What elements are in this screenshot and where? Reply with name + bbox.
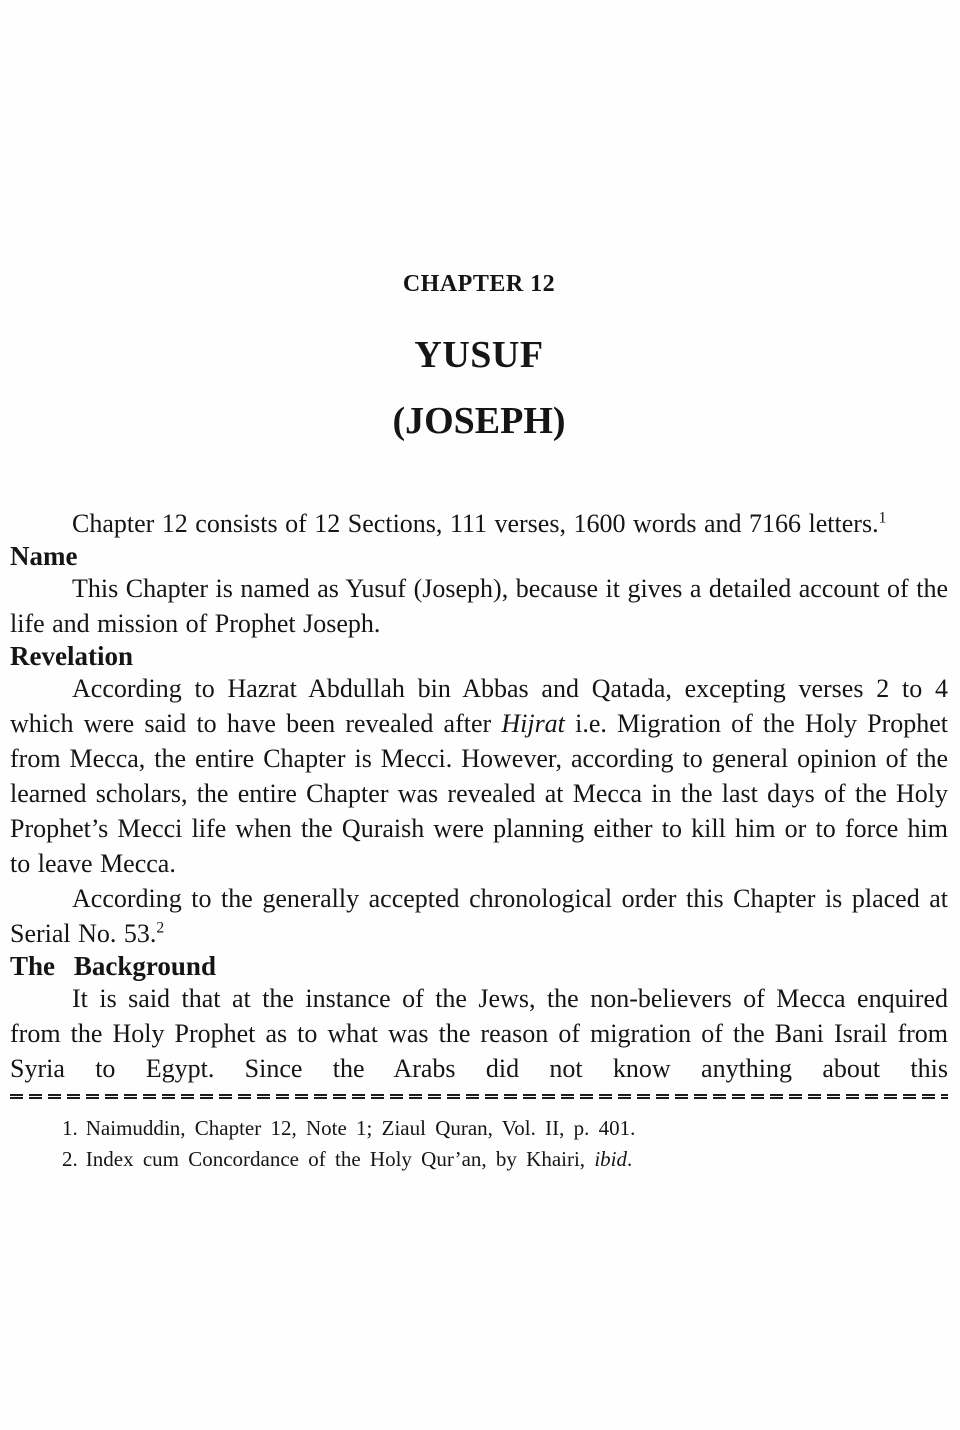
revelation-p1-text-before: According to Hazrat Abdullah bin Abbas and Qatada, excepting verses 2 to 4 which were said to have been revealed after: [10, 674, 948, 739]
footnote-2-italic-term: ibid: [594, 1147, 627, 1172]
footnote-2: [62, 1144, 888, 1175]
chapter-header: [10, 270, 948, 442]
footnote-2-text-before: Index cum Concordance of the Holy Qur’an, by Khairi,: [85, 1147, 595, 1172]
footnote-ref-1: 1: [878, 509, 887, 527]
footnote-1-text: Naimuddin, Chapter 12, Note 1; Ziaul Quran, Vol. II, p. 401.: [85, 1116, 636, 1141]
revelation-paragraph-1: [10, 671, 948, 881]
chapter-number-label: CHAPTER 12: [402, 271, 556, 297]
footnote-1: [62, 1113, 888, 1144]
revelation-p2-text: According to the generally accepted chronological order this Chapter is placed at Serial No. 53.: [10, 884, 948, 949]
footnote-2-number: 2.: [62, 1147, 78, 1172]
chapter-title: YUSUF: [414, 333, 544, 376]
revelation-paragraph-2: [10, 881, 948, 951]
footnotes-block: [10, 1113, 948, 1175]
name-paragraph: This Chapter is named as Yusuf (Joseph), because it gives a detailed account of the life and mission of Prophet Joseph.: [10, 574, 948, 639]
footnote-separator-rule: [10, 1094, 948, 1099]
intro-text: Chapter 12 consists of 12 Sections, 111 verses, 1600 words and 7166 letters.: [72, 509, 879, 539]
footnote-ref-2: 2: [156, 919, 165, 937]
background-paragraph: It is said that at the instance of the Jews, the non-believers of Mecca enquired from the Holy Prophet as to what was the reason of migration of the Bani Israil from Syria to Egypt. Since the Arabs did not know anything about this: [10, 984, 948, 1084]
intro-paragraph: [10, 506, 948, 541]
footnote-1-number: 1.: [62, 1116, 78, 1141]
revelation-p1-italic-term: Hijrat: [501, 709, 565, 739]
section-heading-background: The Background: [10, 951, 216, 982]
chapter-subtitle: (JOSEPH): [392, 399, 566, 442]
section-heading-name: Name: [10, 541, 78, 572]
section-heading-revelation: Revelation: [10, 641, 133, 672]
footnote-2-text-after: .: [626, 1147, 633, 1172]
revelation-p1-text-after: i.e. Migration of the Holy Prophet from Mecca, the entire Chapter is Mecci. However, according to general opinion of the learned scholars, the entire Chapter was revealed at Mecca in the last days of the Holy Prophet’s Mecci life when the Quraish were planning either to kill him or to force him to leave Mecca.: [10, 709, 948, 879]
